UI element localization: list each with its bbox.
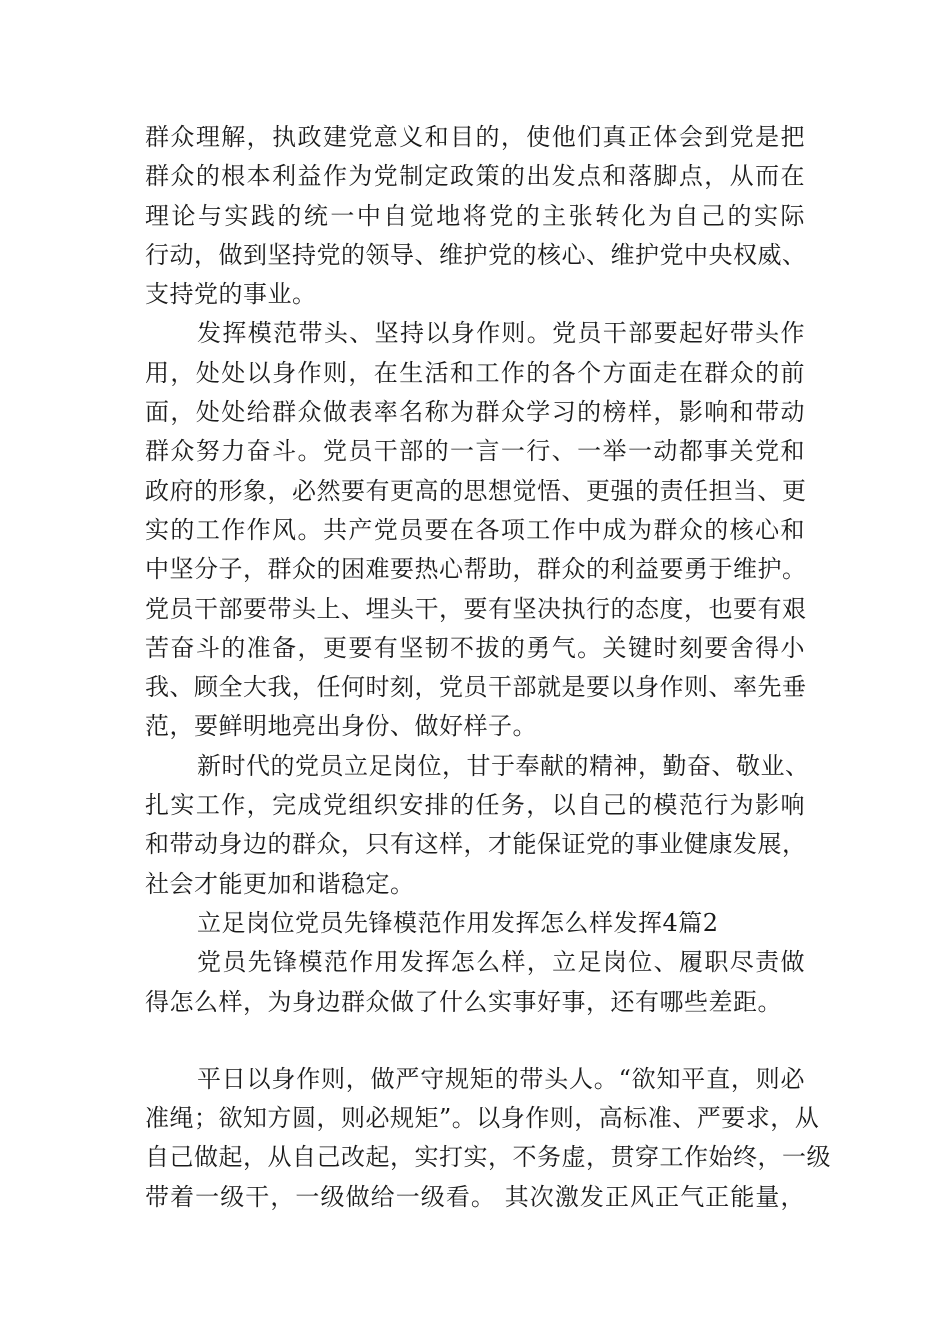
text-line: 中坚分子，群众的困难要热心帮助，群众的利益要勇于维护。 (145, 555, 807, 584)
text-line: 社会才能更加和谐稳定。 (145, 869, 415, 898)
paragraph-exemplary-role (145, 314, 805, 746)
text-line: 面，处处给群众做表率名称为群众学习的榜样，影响和带动 (145, 398, 805, 427)
section-heading (145, 904, 805, 943)
text-line: 群众努力奋斗。党员干部的一言一行、一举一动都事关党和 (145, 437, 805, 466)
text-line: 带着一级干，一级做给一级看。 其次激发正风正气正能量， (145, 1182, 805, 1211)
document-page (145, 118, 831, 1217)
paragraph-questions (145, 943, 805, 1022)
text-line: 自己做起，从自己改起，实打实，不务虚，贯穿工作始终，一级 (145, 1143, 831, 1172)
text-line: 支持党的事业。 (145, 280, 317, 309)
text-line: 用，处处以身作则，在生活和工作的各个方面走在群众的前 (145, 358, 805, 387)
text-line: 理论与实践的统一中自觉地将党的主张转化为自己的实际 (145, 201, 805, 230)
text-line: 群众的根本利益作为党制定政策的出发点和落脚点，从而在 (145, 162, 805, 191)
text-line: 发挥模范带头、坚持以身作则。党员干部要起好带头作 (197, 319, 805, 348)
text-line: 扎实工作，完成党组织安排的任务，以自己的模范行为影响 (145, 791, 805, 820)
paragraph-rules (145, 1060, 831, 1217)
paragraph-continuation (145, 118, 805, 314)
text-line: 范，要鲜明地亮出身份、做好样子。 (145, 712, 537, 741)
text-line: 平日以身作则，做严守规矩的带头人。“欲知平直，则必 (197, 1064, 805, 1093)
text-line: 群众理解，执政建党意义和目的，使他们真正体会到党是把 (145, 123, 805, 151)
text-line: 得怎么样，为身边群众做了什么实事好事，还有哪些差距。 (145, 987, 782, 1016)
text-line: 准绳；欲知方圆，则必规矩”。以身作则，高标准、严要求，从 (145, 1104, 820, 1133)
heading-line: 立足岗位党员先锋模范作用发挥怎么样发挥4篇2 (197, 908, 719, 937)
text-line: 和带动身边的群众，只有这样，才能保证党的事业健康发展， (145, 830, 807, 859)
text-line: 行动，做到坚持党的领导、维护党的核心、维护党中央权威、 (145, 240, 807, 269)
text-line: 党员干部要带头上、埋头干，要有坚决执行的态度，也要有艰 (145, 594, 807, 623)
paragraph-new-era (145, 747, 810, 904)
text-line: 苦奋斗的准备，更要有坚韧不拔的勇气。关键时刻要舍得小 (145, 633, 805, 662)
text-line: 党员先锋模范作用发挥怎么样，立足岗位、履职尽责做 (197, 948, 805, 977)
text-line: 新时代的党员立足岗位，甘于奉献的精神，勤奋、敬业、 (197, 751, 810, 780)
text-line: 我、顾全大我，任何时刻，党员干部就是要以身作则、率先垂 (145, 673, 807, 702)
paragraph-gap (145, 1022, 805, 1060)
text-line: 政府的形象，必然要有更高的思想觉悟、更强的责任担当、更 (145, 476, 807, 505)
text-line: 实的工作作风。共产党员要在各项工作中成为群众的核心和 (145, 515, 805, 544)
